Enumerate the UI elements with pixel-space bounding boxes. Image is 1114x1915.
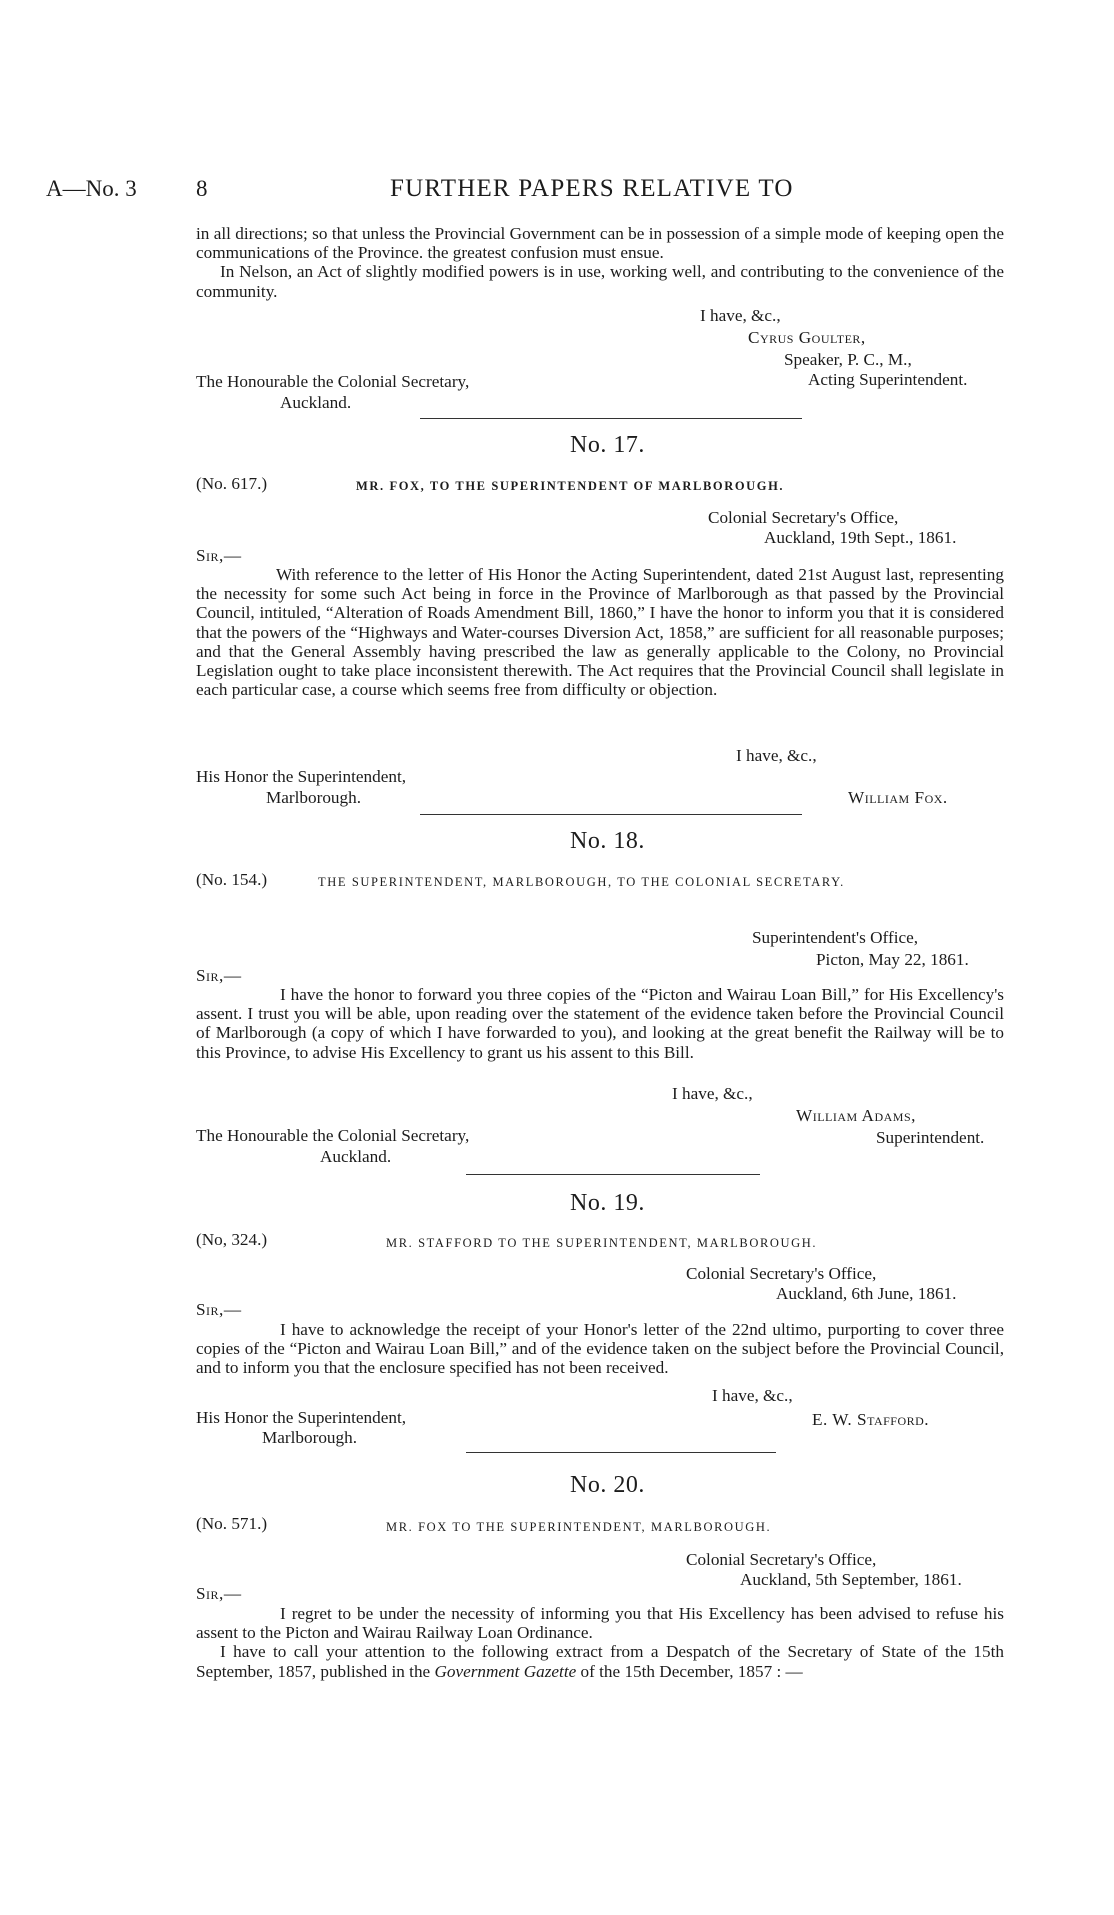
salutation: Sir,—	[196, 1300, 242, 1319]
doc-reference: A—No. 3	[46, 176, 137, 201]
place-date: Picton, May 22, 1861.	[816, 950, 969, 969]
letter-heading: MR. FOX, TO THE SUPERINTENDENT OF MARLBOROUGH.	[356, 479, 785, 493]
letter-17-body	[196, 565, 1004, 699]
paragraph: I have to acknowledge the receipt of your Honor's letter of the 22nd ultimo, purporting to cover three copies of the “Picton and Wairau Loan Bill,” and of the evidence taken on the subject before the Provincial Council, and to inform you that the enclosure specified has not been received.	[196, 1320, 1004, 1378]
divider	[466, 1174, 760, 1175]
page-number: 8	[196, 176, 208, 201]
paragraph: I have the honor to forward you three copies of the “Picton and Wairau Loan Bill,” for His Excellency's assent. I trust you will be able, upon reading over the statement of the evidence taken before the Provincial Council of Marlborough (a copy of which I have forwarded to you), and looking at the great benefit the Railway will be to this Province, to advise His Excellency to grant us his assent to this Bill.	[196, 985, 1004, 1062]
letter-19-body	[196, 1320, 1004, 1378]
signature-title: Superintendent.	[876, 1128, 985, 1147]
addressee: His Honor the Superintendent,	[196, 767, 407, 786]
page-header-title: FURTHER PAPERS RELATIVE TO	[390, 175, 794, 202]
paragraph	[196, 1642, 1004, 1680]
sender-office: Colonial Secretary's Office,	[686, 1550, 877, 1569]
paragraph: I regret to be under the necessity of informing you that His Excellency has been advised to refuse his assent to the Picton and Wairau Railway Loan Ordinance.	[196, 1604, 1004, 1643]
signature-name: Cyrus Goulter,	[748, 328, 866, 347]
salutation: Sir,—	[196, 1584, 242, 1603]
place-date: Auckland, 6th June, 1861.	[776, 1284, 957, 1303]
salutation: Sir,—	[196, 966, 242, 985]
addressee: His Honor the Superintendent,	[196, 1408, 407, 1427]
gazette-title: Government Gazette	[434, 1661, 577, 1681]
letter-heading: MR. STAFFORD TO THE SUPERINTENDENT, MARLBOROUGH.	[386, 1236, 818, 1250]
paragraph-text: of the 15th December, 1857 : —	[580, 1661, 803, 1681]
sender-office: Superintendent's Office,	[752, 928, 919, 947]
letter-number: No. 20.	[570, 1472, 645, 1498]
sender-office: Colonial Secretary's Office,	[708, 508, 899, 527]
signature-name: William Fox.	[848, 788, 948, 807]
letter-16-body	[196, 224, 1004, 301]
addressee: Auckland.	[280, 393, 352, 412]
sender-office: Colonial Secretary's Office,	[686, 1264, 877, 1283]
signature-name: E. W. Stafford.	[812, 1410, 930, 1429]
salutation: Sir,—	[196, 546, 242, 565]
letter-ref: (No. 154.)	[196, 870, 268, 889]
paragraph-text: I have to call your attention to the following extract from a Despatch of the Secretary of State of the 15th September, 1857, published in the	[196, 1642, 1004, 1681]
closing: I have, &c.,	[672, 1084, 753, 1103]
signature-title: Speaker, P. C., M.,	[784, 350, 912, 369]
paragraph: in all directions; so that unless the Provincial Government can be in possession of a simple mode of keeping open the communications of the Province. the greatest confusion must ensue.	[196, 224, 1004, 263]
addressee: Marlborough.	[266, 788, 361, 807]
closing: I have, &c.,	[736, 746, 817, 765]
letter-heading: MR. FOX TO THE SUPERINTENDENT, MARLBOROUGH.	[386, 1520, 772, 1534]
divider	[420, 814, 802, 815]
signature-title: Acting Superintendent.	[808, 370, 968, 389]
letter-ref: (No. 571.)	[196, 1514, 268, 1533]
letter-ref: (No, 324.)	[196, 1230, 268, 1249]
place-date: Auckland, 19th Sept., 1861.	[764, 528, 957, 547]
letter-number: No. 17.	[570, 432, 645, 458]
addressee: Marlborough.	[262, 1428, 357, 1447]
letter-number: No. 18.	[570, 828, 645, 854]
paragraph: In Nelson, an Act of slightly modified powers is in use, working well, and contributing to the convenience of the community.	[196, 262, 1004, 301]
addressee: The Honourable the Colonial Secretary,	[196, 1126, 470, 1145]
addressee: The Honourable the Colonial Secretary,	[196, 372, 470, 391]
closing: I have, &c.,	[700, 306, 781, 325]
divider	[466, 1452, 776, 1453]
divider	[420, 418, 802, 419]
addressee: Auckland.	[320, 1147, 392, 1166]
place-date: Auckland, 5th September, 1861.	[740, 1570, 962, 1589]
signature-name: William Adams,	[796, 1106, 916, 1125]
letter-ref: (No. 617.)	[196, 474, 268, 493]
letter-20-body	[196, 1604, 1004, 1681]
letter-number: No. 19.	[570, 1190, 645, 1216]
closing: I have, &c.,	[712, 1386, 793, 1405]
letter-heading: THE SUPERINTENDENT, MARLBOROUGH, TO THE COLONIAL SECRETARY.	[318, 875, 845, 889]
letter-18-body	[196, 985, 1004, 1062]
paragraph: With reference to the letter of His Honor the Acting Superintendent, dated 21st August last, representing the necessity for some such Act being in force in the Province of Marlborough as that passed by the Provincial Council, intituled, “Alteration of Roads Amendment Bill, 1860,” I have the honor to inform you that it is considered that the powers of the “Highways and Water-courses Diversion Act, 1858,” are sufficient for all reasonable purposes; and that the General Assembly having prescribed the law as generally applicable to the Colony, no Provincial Legislation ought to take place inconsistent therewith. The Act requires that the Provincial Council shall legislate in each particular case, a course which seems free from difficulty or objection.	[196, 565, 1004, 700]
